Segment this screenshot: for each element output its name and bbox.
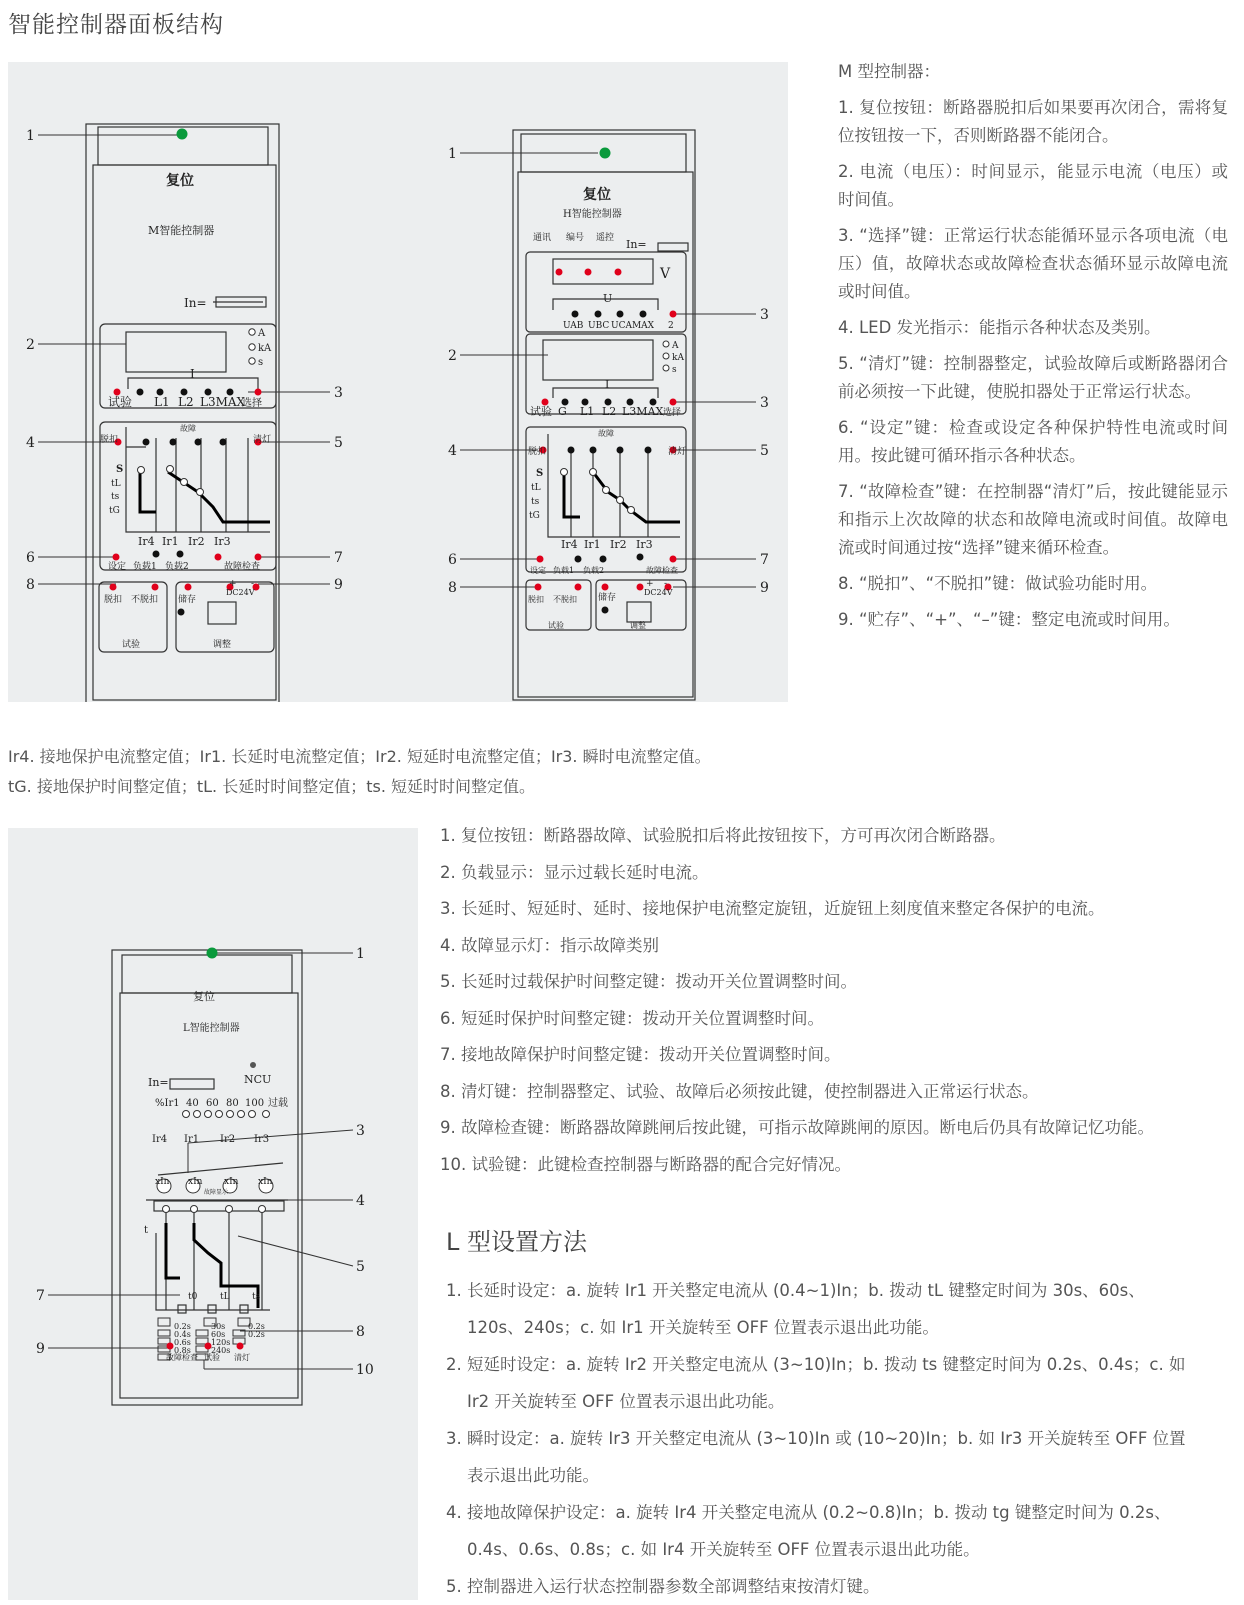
h-v-label: V [660, 266, 671, 282]
l-t0-0.8s: 0.8s [174, 1346, 191, 1355]
m-panel-frame [86, 124, 279, 702]
l-setup-heading: L 型设置方法 [446, 1228, 587, 1256]
m-callout-1: 1 [26, 128, 35, 144]
l-xin-1: xIn [155, 1177, 170, 1187]
l-pct-40: 40 [186, 1098, 199, 1109]
m-plus-key[interactable]: + [229, 579, 237, 589]
m-axis-s: S [116, 464, 124, 475]
h-callout-7: 7 [760, 552, 769, 568]
m-callout-6: 6 [26, 550, 35, 566]
m-green-led [177, 129, 188, 140]
h-axis-tg: tG [529, 511, 540, 521]
h-dc-label: DC24V [644, 588, 673, 597]
h-adjust-label: 调整 [630, 621, 646, 630]
h-uab: UAB [563, 321, 584, 331]
legend-line-2: tG. 接地保护时间整定值；tL. 长延时时间整定值；ts. 短延时时间整定值。 [8, 777, 535, 796]
m-unit-a: A [258, 328, 266, 339]
m-set-key[interactable]: 设定 [108, 562, 127, 572]
h-u-label: U [603, 292, 613, 305]
l-setup-list [446, 1272, 1216, 1605]
l-pct-label: %Ir1 [155, 1098, 180, 1109]
l-desc-item: 9. 故障检查键：断路器故障跳闸后按此键，可指示故障跳闸的原因。断电后仍具有故障记忆功能。 [440, 1118, 1154, 1137]
l-desc-item: 10. 试验键：此键检查控制器与断路器的配合完好情况。 [440, 1154, 851, 1174]
l-setup-item-cont: 120s、240s；c. 如 Ir1 开关旋转至 OFF 位置表示退出此功能。 [467, 1318, 939, 1337]
h-axis-ts: ts [531, 497, 540, 507]
h-ir2: Ir2 [610, 538, 627, 551]
l-tl-key[interactable]: tL [220, 1292, 230, 1302]
m-load1: 负载1 [133, 562, 157, 572]
m-callout-9: 9 [334, 577, 343, 593]
m-controller-diagram [8, 62, 788, 702]
l-tl-60s: 60s [211, 1330, 226, 1339]
m-l3max-key: L3MAX [200, 395, 246, 409]
h-plus-key[interactable]: + [646, 579, 654, 589]
m-in-label: In= [184, 296, 207, 310]
h-l1-key: L1 [580, 405, 595, 418]
m-desc-item: 1. 复位按钮：断路器脱扣后如果要再次闭合，需将复位按钮按一下，否则断路器不能闭合。 [838, 98, 1228, 145]
m-reset-label[interactable]: 复位 [166, 173, 194, 189]
m-trip-label: 脱扣 [100, 435, 119, 445]
l-t0-0.6s: 0.6s [174, 1338, 191, 1347]
h-callout-3a: 3 [760, 307, 769, 323]
m-callout-4: 4 [26, 435, 35, 451]
m-desc-item: 9. “贮存”、“+”、“–”键：整定电流或时间用。 [838, 610, 1180, 629]
m-select-key[interactable]: 选择 [242, 398, 262, 409]
l-controller-name: L智能控制器 [183, 1023, 240, 1034]
h-set-key[interactable]: 设定 [530, 566, 546, 575]
h-unit-a: A [672, 341, 679, 351]
l-t0-0.4s: 0.4s [174, 1330, 191, 1339]
h-fault-label: 故障 [598, 429, 614, 438]
l-pct-80: 80 [226, 1098, 239, 1109]
h-minus-key[interactable]: - [664, 579, 668, 589]
l-controller-diagram [8, 828, 418, 1600]
l-xin-3: xIn [224, 1177, 239, 1187]
m-callout-8: 8 [26, 577, 35, 593]
setting-legend [8, 742, 711, 802]
l-fault-display: 故障显示 [204, 1189, 229, 1196]
h-in-label: In= [626, 238, 647, 251]
l-xin-4: xIn [258, 1177, 273, 1187]
l-setup-item: 3. 瞬时设定：a. 旋转 Ir3 开关整定电流从 (3~10)In 或 (10~20)In；b. 如 Ir3 开关旋转至 OFF 位置 [446, 1429, 1186, 1448]
h-ir4: Ir4 [561, 538, 578, 551]
legend-line-1: Ir4. 接地保护电流整定值；Ir1. 长延时电流整定值；Ir2. 短延时电流整定值；Ir3. 瞬时电流整定值。 [8, 747, 711, 766]
m-callout-5: 5 [334, 435, 343, 451]
h-load2: 负载2 [583, 566, 605, 575]
h-test-group: 试验 [548, 621, 564, 630]
l-callout-3: 3 [356, 1123, 365, 1139]
m-description [838, 58, 1228, 642]
h-l3max-key: L3MAX [622, 405, 664, 418]
l-t0-0.2s: 0.2s [174, 1322, 191, 1331]
h-store-key[interactable]: 储存 [598, 593, 617, 603]
m-ir1: Ir1 [162, 535, 179, 548]
l-xin-2: xIn [188, 1177, 203, 1187]
h-l2-key: L2 [602, 405, 617, 418]
h-unit-s: s [672, 365, 677, 375]
m-adjust-label: 调整 [213, 640, 232, 650]
m-description-heading: M 型控制器： [838, 62, 940, 81]
l-fault-check-key[interactable]: 故障检查 [166, 1353, 198, 1362]
l-knob-ir2: Ir2 [220, 1134, 236, 1145]
m-load2: 负载2 [165, 562, 189, 572]
h-ir3: Ir3 [636, 538, 653, 551]
h-number-label: 编号 [566, 233, 585, 243]
l-desc-item: 7. 接地故障保护时间整定键：拨动开关位置调整时间。 [440, 1045, 841, 1064]
l-clear-key[interactable]: 清灯 [234, 1353, 250, 1362]
h-axis-tl: tL [531, 483, 541, 493]
h-ubc: UBC [588, 321, 610, 331]
l-desc-item: 4. 故障显示灯：指示故障类别 [440, 935, 659, 955]
l-pct-100: 100 [245, 1098, 265, 1109]
l-knob-ir1: Ir1 [184, 1134, 200, 1145]
l-ts-key[interactable]: ts [252, 1292, 261, 1302]
m-callout-3: 3 [334, 385, 343, 401]
l-setup-item: 1. 长延时设定：a. 旋转 Ir1 开关整定电流从 (0.4~1)In；b. 拨动 tL 键整定时间为 30s、60s、 [446, 1281, 1145, 1300]
m-desc-item: 8. “脱扣”、“不脱扣”键：做试验功能时用。 [838, 574, 1158, 593]
m-minus-key[interactable]: - [251, 579, 255, 589]
h-ir1: Ir1 [584, 538, 601, 551]
l-callout-9: 9 [36, 1341, 45, 1357]
h-callout-9: 9 [760, 580, 769, 596]
h-comm-label: 通讯 [533, 233, 552, 243]
h-callout-1: 1 [448, 146, 457, 162]
m-fault-label: 故障 [180, 424, 196, 433]
m-desc-item: 2. 电流（电压）：时间显示，能显示电流（电压）或时间值。 [838, 162, 1228, 209]
l-callout-10: 10 [356, 1362, 374, 1378]
l-setup-item: 5. 控制器进入运行状态控制器参数全部调整结束按清灯键。 [446, 1577, 880, 1596]
m-fault-check-key[interactable]: 故障检查 [224, 562, 261, 572]
l-desc-item: 3. 长延时、短延时、延时、接地保护电流整定旋钮，近旋钮上刻度值来整定各保护的电流。 [440, 899, 1105, 918]
h-no-trip-key[interactable]: 不脱扣 [553, 595, 577, 604]
l-t-axis: t [144, 1225, 149, 1236]
m-desc-item: 6. “设定”键：检查或设定各种保护特性电流或时间用。按此键可循环指示各种状态。 [838, 418, 1228, 465]
m-test-group: 试验 [122, 640, 141, 650]
l-callout-7: 7 [36, 1288, 45, 1304]
h-unit-ka: kA [672, 353, 684, 363]
l-setup-item: 2. 短延时设定：a. 旋转 Ir2 开关整定电流从 (3~10)In；b. 拨动 ts 键整定时间为 0.2s、0.4s；c. 如 [446, 1355, 1186, 1374]
l-knob-ir4: Ir4 [152, 1134, 168, 1145]
m-no-trip-key[interactable]: 不脱扣 [131, 595, 159, 605]
h-ucamax: UCAMAX [611, 321, 655, 331]
l-ts-0.2s-a: 0.2s [248, 1322, 265, 1331]
l-tl-120s: 120s [211, 1338, 231, 1347]
l-test-key[interactable]: 试验 [204, 1353, 220, 1362]
l-in-label: In= [148, 1076, 169, 1089]
l-t0-key[interactable]: t0 [188, 1292, 198, 1302]
m-callout-7: 7 [334, 550, 343, 566]
l-callout-4: 4 [356, 1193, 365, 1209]
h-callout-8: 8 [448, 580, 457, 596]
m-store-key[interactable]: 储存 [178, 595, 197, 605]
h-u-2: 2 [668, 321, 674, 331]
m-trip-key[interactable]: 脱扣 [104, 595, 123, 605]
l-setup-item-cont: 表示退出此功能。 [467, 1466, 599, 1485]
l-setup-item: 4. 接地故障保护设定：a. 旋转 Ir4 开关整定电流从 (0.2~0.8)In；b. 拨动 tg 键整定时间为 0.2s、 [446, 1503, 1171, 1522]
h-clear-key[interactable]: 清灯 [668, 447, 687, 457]
m-ir2: Ir2 [188, 535, 205, 548]
l-desc-item: 2. 负载显示：显示过载长延时电流。 [440, 862, 709, 882]
m-axis-tg: tG [109, 506, 120, 516]
l-green-led [207, 948, 218, 959]
l-pct-overload: 过载 [268, 1098, 288, 1109]
l-pct-60: 60 [206, 1098, 219, 1109]
l-desc-item: 8. 清灯键：控制器整定、试验、故障后必须按此键，使控制器进入正常运行状态。 [440, 1081, 1039, 1101]
l-description [440, 822, 1230, 1187]
h-trip-label: 脱扣 [528, 447, 547, 457]
h-load1: 负载1 [553, 566, 575, 575]
h-controller-name: H智能控制器 [563, 209, 622, 220]
h-remote-label: 遥控 [596, 233, 615, 243]
h-axis-s: S [536, 468, 544, 479]
m-dc-label: DC24V [226, 588, 255, 597]
h-reset-label[interactable]: 复位 [583, 187, 611, 203]
m-clear-key[interactable]: 清灯 [253, 435, 272, 445]
h-callout-5: 5 [760, 443, 769, 459]
m-unit-ka: kA [258, 343, 272, 354]
h-callout-3b: 3 [760, 395, 769, 411]
m-axis-ts: ts [111, 492, 120, 502]
m-callout-2: 2 [26, 337, 35, 353]
l-ts-0.2s-b: 0.2s [248, 1330, 265, 1339]
m-i-label: I [190, 367, 195, 381]
l-ncu-label: NCU [244, 1073, 272, 1086]
l-callout-8: 8 [356, 1324, 365, 1340]
l-desc-item: 1. 复位按钮：断路器故障、试验脱扣后将此按钮按下，方可再次闭合断路器。 [440, 826, 1006, 845]
l-callout-5: 5 [356, 1259, 365, 1275]
l-knob-ir3: Ir3 [254, 1134, 270, 1145]
h-callout-6: 6 [448, 552, 457, 568]
m-desc-item: 4. LED 发光指示：能指示各种状态及类别。 [838, 318, 1161, 337]
h-i-label: I [605, 378, 610, 391]
l-setup-item-cont: 0.4s、0.6s、0.8s；c. 如 Ir4 开关旋转至 OFF 位置表示退出此功能。 [467, 1540, 980, 1559]
l-reset-label[interactable]: 复位 [193, 990, 215, 1003]
l-desc-item: 6. 短延时保护时间整定键：拨动开关位置调整时间。 [440, 1008, 824, 1028]
m-desc-item: 7. “故障检查”键：在控制器“清灯”后，按此键能显示和指示上次故障的状态和故障电流或时间值。故障电流或时间通过按“选择”键来循环检查。 [838, 482, 1228, 557]
h-trip-key[interactable]: 脱扣 [528, 595, 544, 604]
m-desc-item: 3. “选择”键：正常运行状态能循环显示各项电流（电压）值，故障状态或故障检查状态循环显示故障电流或时间值。 [838, 226, 1228, 301]
l-setup-item-cont: Ir2 开关旋转至 OFF 位置表示退出此功能。 [467, 1392, 785, 1411]
h-select-key[interactable]: 选择 [663, 408, 682, 418]
page-title: 智能控制器面板结构 [8, 12, 224, 38]
h-callout-2: 2 [448, 348, 457, 364]
m-ir3: Ir3 [214, 535, 231, 548]
m-unit-s: s [258, 357, 264, 368]
h-callout-4: 4 [448, 443, 457, 459]
h-g-key: G [558, 405, 567, 418]
l-tl-240s: 240s [211, 1346, 231, 1355]
m-axis-tl: tL [111, 479, 121, 489]
l-callout-1: 1 [356, 946, 365, 962]
m-ir4: Ir4 [138, 535, 155, 548]
m-desc-item: 5. “清灯”键：控制器整定，试验故障后或断路器闭合前必须按一下此键，使脱扣器处于正常运行状态。 [838, 354, 1228, 401]
m-test-key[interactable]: 试验 [108, 395, 133, 409]
l-desc-item: 5. 长延时过载保护时间整定键：拨动开关位置调整时间。 [440, 972, 857, 991]
m-l1-key: L1 [154, 395, 170, 409]
l-tl-30s: 30s [211, 1322, 226, 1331]
h-test-key[interactable]: 试验 [530, 405, 552, 418]
h-fault-check-key[interactable]: 故障检查 [646, 566, 678, 575]
m-controller-name: M智能控制器 [148, 224, 215, 237]
h-green-led [600, 148, 611, 159]
m-l2-key: L2 [178, 395, 194, 409]
